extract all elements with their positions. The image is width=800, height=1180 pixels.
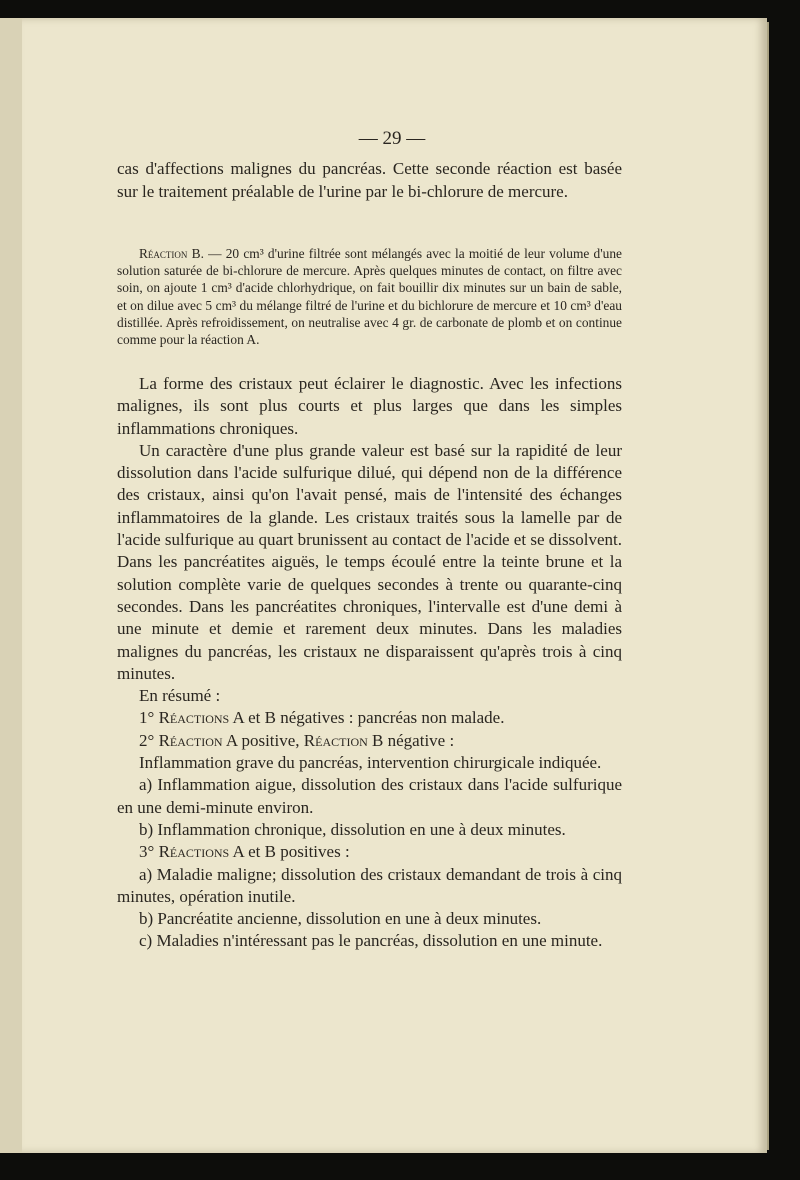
result-1 (117, 707, 622, 729)
page-number: — 29 — (358, 128, 426, 149)
result-2-label-b: Réaction (303, 730, 368, 750)
paragraph-dissolution: Un caractère d'une plus grande valeur est basé sur la rapidité de leur dissolution dans l'acide sulfurique dilué, qui dépend non de la différence des cristaux, ainsi qu'on l'avait pensé, mais de l'intensité des échanges inflammatoires de la glande. Les cristaux traités sous la lamelle par de l'acide sulfurique au quart brunissent au contact de l'acide et se dissolvent. Dans les pancréatites aiguës, le temps écoulé entre la teinte brune et la solution complète varie de quelques secondes à trente ou quarante-cinq secondes. Dans les pancréatites chroniques, l'intervalle est d'une demi à une minute et demie et rarement deux minutes. Dans les maladies malignes du pancréas, les cristaux ne disparaissent qu'après trois à cinq minutes. (117, 440, 622, 683)
paragraph-crystal-form: La forme des cristaux peut éclairer le diagnostic. Avec les infections malignes, ils sont plus courts et plus larges que dans les simples inflammations chroniques. (117, 374, 622, 438)
result-3 (117, 841, 622, 863)
result-2 (117, 730, 622, 752)
note-paragraph (117, 245, 622, 348)
result-2-end: B négative : (367, 730, 455, 750)
note-text: — 20 cm³ d'urine filtrée sont mélangés avec la moitié de leur volume d'une solution saturée de bi-chlorure de mercure. Après quelques minutes de contact, on filtre avec soin, on ajoute 1 cm³ d'acide chlorhydrique, on fait bouillir dix minutes sur un bain de sable, et on dilue avec 5 cm³ du mélange filtré de l'urine et du bichlorure de mercure et 10 cm³ d'eau distillée. Après refroidissement, on neutralise avec 4 gr. de carbonate de plomb et on continue comme pour la réaction A. (117, 246, 622, 348)
facing-page-edge (0, 18, 23, 1153)
body-text (117, 373, 622, 953)
result-2-line: Inflammation grave du pancréas, intervention chirurgicale indiquée. (139, 753, 602, 773)
result-3a: a) Maladie maligne; dissolution des cristaux demandant de trois à cinq minutes, opération inutile. (117, 864, 622, 906)
book-page (22, 18, 767, 1153)
result-2a: a) Inflammation aigue, dissolution des cristaux dans l'acide sulfurique en une demi-minute environ. (117, 775, 622, 817)
summary-heading: En résumé : (139, 686, 221, 706)
result-1-label: Réactions (158, 708, 230, 728)
intro-paragraph (117, 158, 622, 203)
result-3-text: A et B positives : (229, 842, 350, 862)
result-3-label: Réactions (158, 842, 230, 862)
intro-text: cas d'affections malignes du pancréas. Cette seconde réaction est basée sur le traitement préalable de l'urine par le bi-chlorure de mercure. (117, 159, 622, 201)
result-1-text: A et B négatives : pancréas non malade. (229, 708, 505, 728)
result-2b: b) Inflammation chronique, dissolution en une à deux minutes. (139, 819, 566, 839)
result-2-mid: A positive, (222, 730, 304, 750)
reaction-b-note (117, 245, 622, 348)
result-3b: b) Pancréatite ancienne, dissolution en une à deux minutes. (139, 909, 542, 929)
result-2-number: 2° (139, 730, 159, 750)
result-3-number: 3° (139, 842, 159, 862)
result-1-number: 1° (139, 708, 159, 728)
result-3c: c) Maladies n'intéressant pas le pancréas, dissolution en une minute. (139, 931, 603, 951)
note-label: Réaction B. (139, 246, 204, 261)
result-2-label-a: Réaction (158, 730, 223, 750)
